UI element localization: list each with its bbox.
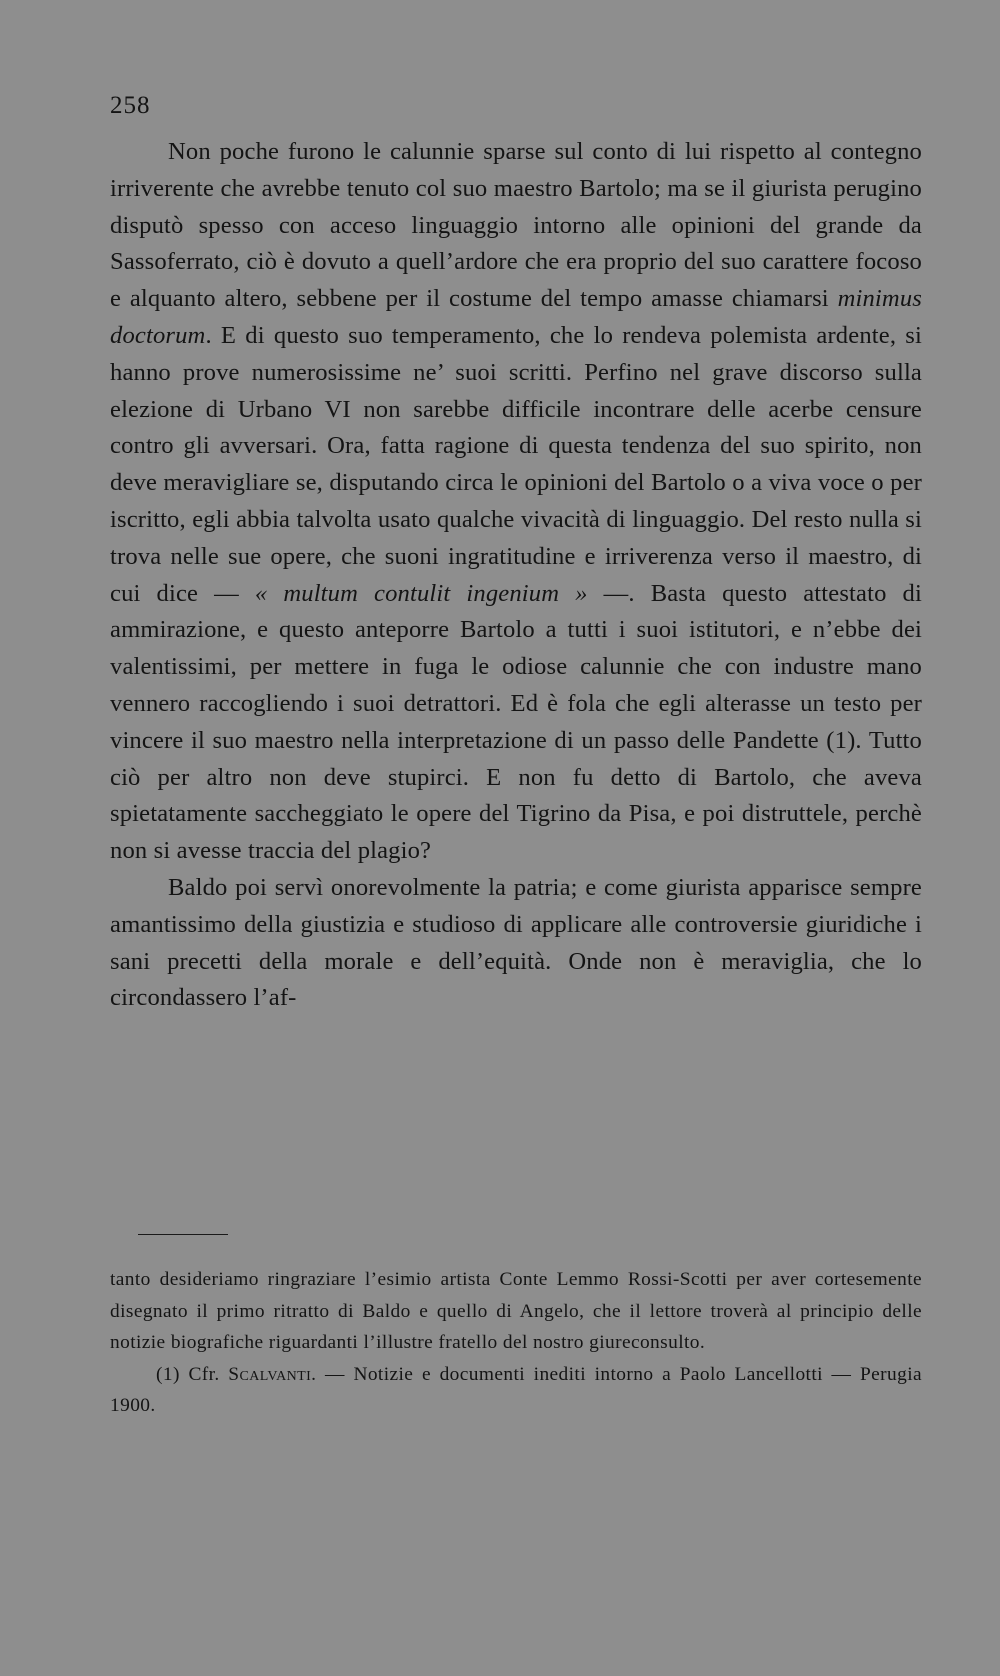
main-text	[110, 134, 922, 1017]
footnote-separator	[138, 1234, 228, 1235]
paragraph-1-text-a: Non poche furono le calunnie sparse sul conto di lui rispetto al contegno irriverente che avrebbe tenuto col suo maestro Bartolo; ma se il giurista perugino disputò spesso con acceso linguaggio intorno alle opinioni del grande da Sassoferrato, ciò è dovuto a quell’ardore che era proprio del suo carattere focoso e alquanto altero, sebbene per il costume del tempo amasse chiamarsi	[110, 138, 922, 313]
paragraph-1	[110, 134, 922, 870]
latin-phrase-minimus-doctorum: minimus doctorum	[110, 285, 922, 349]
paragraph-2: Baldo poi servì onorevolmente la patria; e come giurista apparisce sempre amantissimo della giustizia e studioso di applicare alle controversie giuridiche i sani precetti della morale e dell’equità. Onde non è meraviglia, che lo circondassero l’af-	[110, 873, 922, 1012]
footnote-1-marker: (1) Cfr.	[156, 1363, 229, 1385]
footnote-1-text: . — Notizie e documenti inediti intorno a Paolo Lancellotti — Perugia 1900.	[110, 1363, 922, 1416]
footnote-continued: tanto desideriamo ringraziare l’esimio artista Conte Lemmo Rossi-Scotti per aver cortesemente disegnato il primo ritratto di Baldo e quello di Angelo, che il lettore troverà al principio delle notizie biografiche riguardanti l’illustre fratello del nostro giureconsulto.	[110, 1269, 922, 1353]
page-number: 258	[110, 92, 151, 119]
latin-quote-multum-contulit: « multum contulit ingenium »	[254, 579, 588, 607]
footnote-1	[110, 1359, 922, 1422]
paragraph-1-text-b: . E di questo suo temperamento, che lo rendeva polemista ardente, si hanno prove numerosissime ne’ suoi scritti. Perfino nel grave discorso sulla elezione di Urbano VI non sarebbe difficile incontrare delle acerbe censure contro gli avversari. Ora, fatta ragione di questa tendenza del suo spirito, non deve meravigliare se, disputando circa le opinioni del Bartolo o a viva voce o per iscritto, egli abbia talvolta usato qualche vivacità di linguaggio. Del resto nulla si trova nelle sue opere, che suoni ingratitudine e irriverenza verso il maestro, di cui dice —	[110, 321, 922, 607]
paragraph-1-text-c: —. Basta questo attestato di ammirazione, e questo anteporre Bartolo a tutti i suoi istitutori, e n’ebbe dei valentissimi, per mettere in fuga le odiose calunnie che con industre mano vennero raccogliendo i suoi detrattori. Ed è fola che egli alterasse un testo per vincere il suo maestro nella interpretazione di un passo delle Pandette (1). Tutto ciò per altro non deve stupirci. E non fu detto di Bartolo, che aveva spietatamente saccheggiato le opere del Tigrino da Pisa, e poi distruttele, perchè non si avesse traccia del plagio?	[110, 579, 922, 865]
footnotes	[110, 1264, 922, 1422]
footnote-1-author: Scalvanti	[228, 1363, 312, 1385]
